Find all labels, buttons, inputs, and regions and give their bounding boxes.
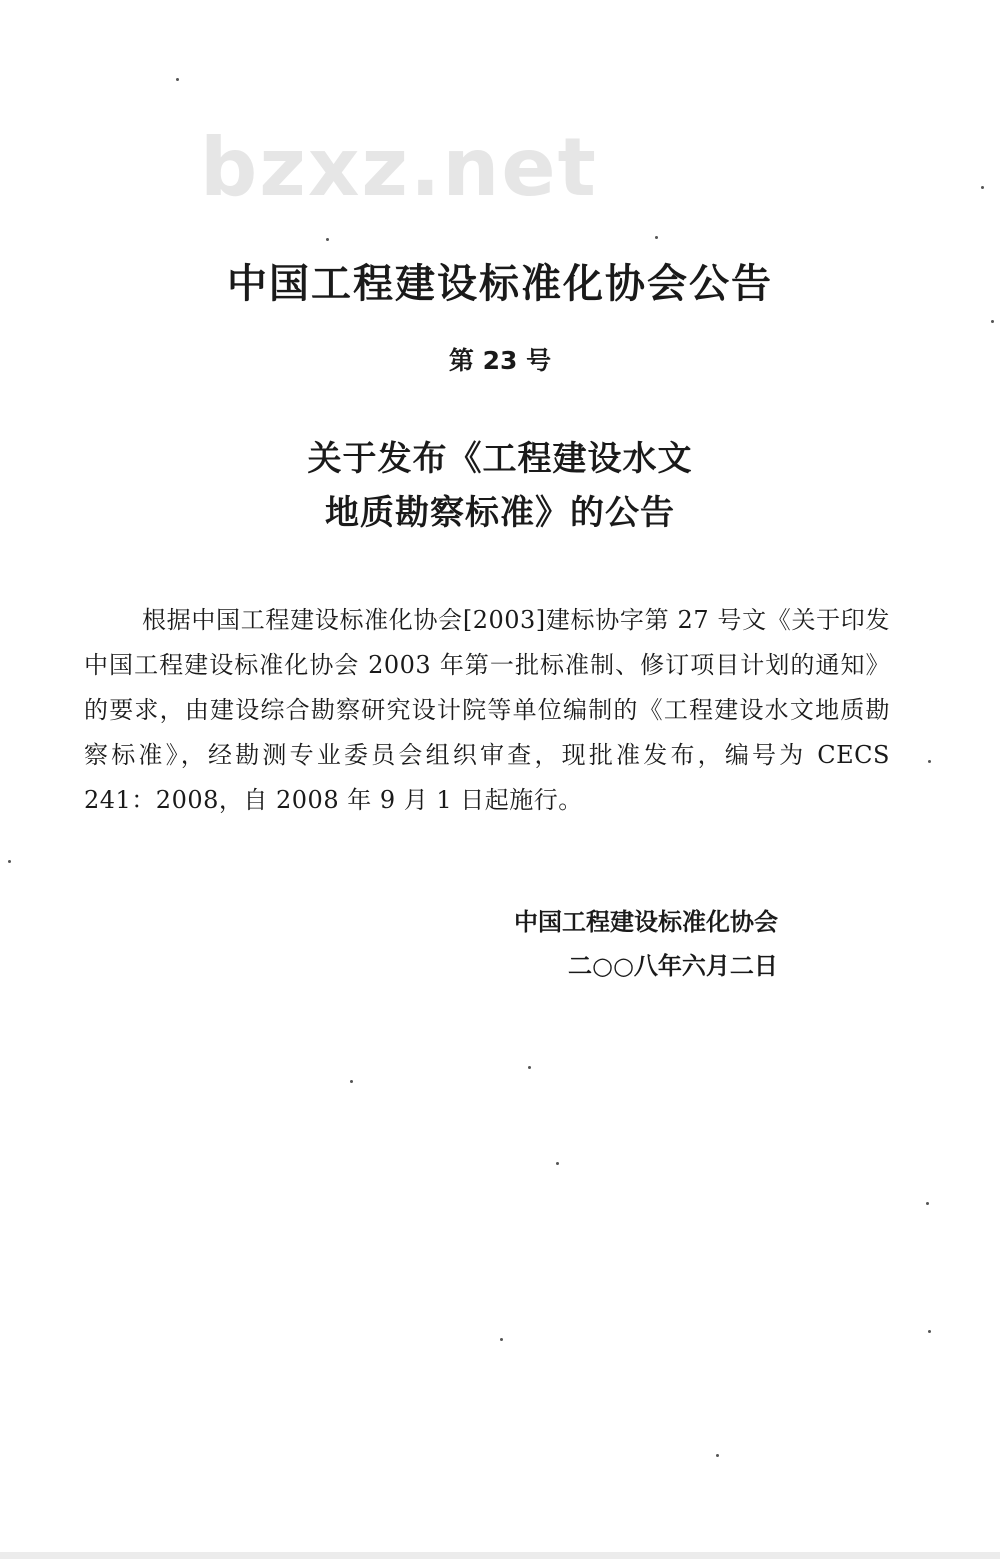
scan-speck bbox=[176, 78, 179, 81]
scan-bottom-edge bbox=[0, 1552, 1000, 1559]
scan-speck bbox=[926, 1202, 929, 1205]
announcement-subject bbox=[0, 432, 1000, 540]
signature-organization: 中国工程建设标准化协会 bbox=[514, 908, 778, 936]
signature-date: 二○○八年六月二日 bbox=[568, 952, 778, 980]
scan-speck bbox=[326, 238, 329, 241]
scan-speck bbox=[528, 1066, 531, 1069]
scan-speck bbox=[556, 1162, 559, 1165]
announcement-number: 第 23 号 bbox=[448, 346, 552, 375]
subject-line-1: 关于发布《工程建设水文 bbox=[307, 439, 693, 479]
scan-speck bbox=[8, 860, 11, 863]
scan-speck bbox=[350, 1080, 353, 1083]
scan-speck bbox=[500, 1338, 503, 1341]
scan-speck bbox=[981, 186, 984, 189]
subject-line-2: 地质勘察标准》的公告 bbox=[325, 493, 675, 533]
scan-speck bbox=[655, 236, 658, 239]
scan-speck bbox=[928, 760, 931, 763]
scan-speck bbox=[716, 1454, 719, 1457]
scan-speck bbox=[928, 1330, 931, 1333]
organization-announcement-title: 中国工程建设标准化协会公告 bbox=[227, 261, 773, 307]
announcement-body: 根据中国工程建设标准化协会[2003]建标协字第 27 号文《关于印发中国工程建设标准化协会 2003 年第一批标准制、修订项目计划的通知》的要求，由建设综合勘察研究设计院等单位编制的《工程建设水文地质勘察标准》，经勘测专业委员会组织审查，现批准发布，编号为 CECS 241：2008，自 2008 年 9 月 1 日起施行。 bbox=[84, 606, 890, 814]
scan-speck bbox=[991, 320, 994, 323]
site-watermark: bzxz.net bbox=[200, 121, 598, 214]
